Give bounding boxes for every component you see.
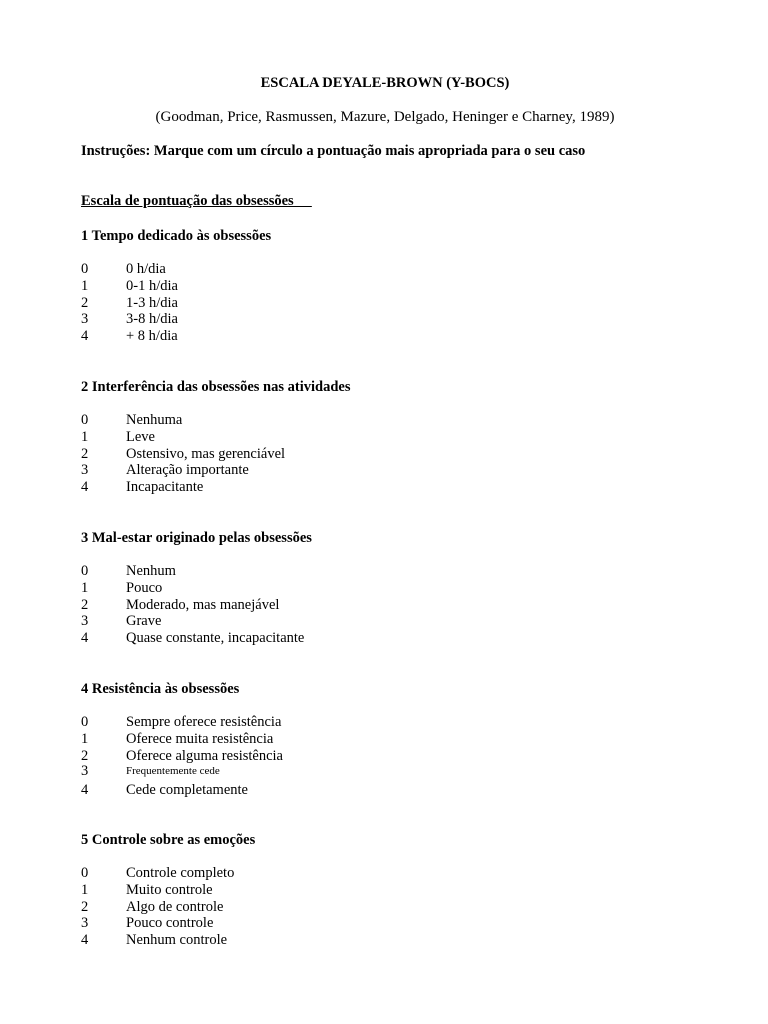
section-3: [81, 530, 721, 647]
section-title: 5 Controle sobre as emoções: [81, 832, 256, 848]
option-item: [81, 782, 721, 799]
option-text: Nenhum controle: [126, 932, 228, 949]
option-item: [81, 899, 721, 916]
option-item: [81, 462, 721, 479]
options-list: [81, 865, 721, 949]
option-text: 3-8 h/dia: [126, 311, 178, 328]
option-text: 1-3 h/dia: [126, 294, 178, 311]
option-score: 0: [81, 563, 89, 579]
options-list: [81, 412, 721, 496]
option-score: 1: [81, 428, 89, 445]
option-text: Controle completo: [126, 865, 235, 881]
option-item: [81, 563, 721, 580]
option-score: 2: [81, 596, 89, 613]
option-item: [81, 613, 721, 630]
option-score: 3: [81, 613, 89, 630]
option-item: [81, 328, 721, 345]
option-item: [81, 479, 721, 496]
option-item: [81, 261, 721, 278]
option-score: 2: [81, 445, 89, 462]
options-list: [81, 563, 721, 647]
option-text: Nenhuma: [126, 412, 183, 428]
section-title: 2 Interferência das obsessões nas atividades: [81, 379, 351, 395]
option-score: 4: [81, 932, 89, 949]
option-score: 4: [81, 328, 89, 345]
section-1: [81, 228, 721, 345]
option-text: Frequentemente cede: [126, 765, 220, 778]
option-score: 0: [81, 865, 89, 881]
option-text: Cede completamente: [126, 781, 248, 798]
option-text: Quase constante, incapacitante: [126, 630, 305, 647]
option-text: Moderado, mas manejável: [126, 596, 280, 613]
option-item: [81, 748, 721, 765]
section-title: 3 Mal-estar originado pelas obsessões: [81, 530, 312, 546]
option-score: 2: [81, 898, 89, 915]
option-score: 1: [81, 277, 89, 294]
option-item: [81, 597, 721, 614]
option-score: 3: [81, 462, 89, 479]
option-text: Oferece alguma resistência: [126, 747, 283, 764]
option-score: 1: [81, 579, 89, 596]
option-item: [81, 278, 721, 295]
option-text: Oferece muita resistência: [126, 730, 274, 747]
option-item: [81, 630, 721, 647]
option-score: 4: [81, 479, 89, 496]
option-text: Pouco controle: [126, 915, 214, 932]
document-title: ESCALA DEYALE-BROWN (Y-BOCS): [260, 75, 510, 91]
option-text: 0-1 h/dia: [126, 277, 178, 294]
options-list: [81, 261, 721, 345]
option-score: 2: [81, 294, 89, 311]
option-item: [81, 714, 721, 731]
option-text: Pouco: [126, 579, 163, 596]
instructions: Instruções: Marque com um círculo a pontuação mais apropriada para o seu caso: [81, 143, 586, 159]
option-text: Nenhum: [126, 563, 176, 579]
option-item: [81, 580, 721, 597]
option-text: Muito controle: [126, 881, 213, 898]
option-score: 0: [81, 412, 89, 428]
section-title: 1 Tempo dedicado às obsessões: [81, 228, 272, 244]
scale-heading: Escala de pontuação das obsessões: [81, 193, 312, 209]
option-text: + 8 h/dia: [126, 328, 178, 345]
option-item: [81, 915, 721, 932]
option-text: Alteração importante: [126, 462, 249, 479]
option-item: [81, 311, 721, 328]
option-text: Leve: [126, 428, 155, 445]
section-2: [81, 379, 721, 496]
option-item: [81, 882, 721, 899]
option-text: Sempre oferece resistência: [126, 714, 282, 730]
option-item: [81, 446, 721, 463]
option-score: 4: [81, 781, 89, 798]
section-5: [81, 832, 721, 949]
option-item: [81, 764, 721, 782]
option-score: 3: [81, 915, 89, 932]
document-authors: (Goodman, Price, Rasmussen, Mazure, Delgado, Heninger e Charney, 1989): [155, 109, 615, 125]
option-text: Grave: [126, 613, 162, 630]
option-text: Algo de controle: [126, 898, 224, 915]
option-text: 0 h/dia: [126, 261, 166, 277]
option-item: [81, 429, 721, 446]
option-score: 0: [81, 261, 89, 277]
option-item: [81, 865, 721, 882]
option-score: 3: [81, 763, 89, 780]
option-text: Ostensivo, mas gerenciável: [126, 445, 286, 462]
option-score: 4: [81, 630, 89, 647]
option-score: 2: [81, 747, 89, 764]
option-score: 3: [81, 311, 89, 328]
option-item: [81, 412, 721, 429]
option-score: 1: [81, 730, 89, 747]
option-item: [81, 932, 721, 949]
option-text: Incapacitante: [126, 479, 204, 496]
section-4: [81, 681, 721, 799]
option-item: [81, 731, 721, 748]
option-score: 0: [81, 714, 89, 730]
option-score: 1: [81, 881, 89, 898]
section-title: 4 Resistência às obsessões: [81, 681, 240, 697]
option-item: [81, 295, 721, 312]
options-list: [81, 714, 721, 799]
